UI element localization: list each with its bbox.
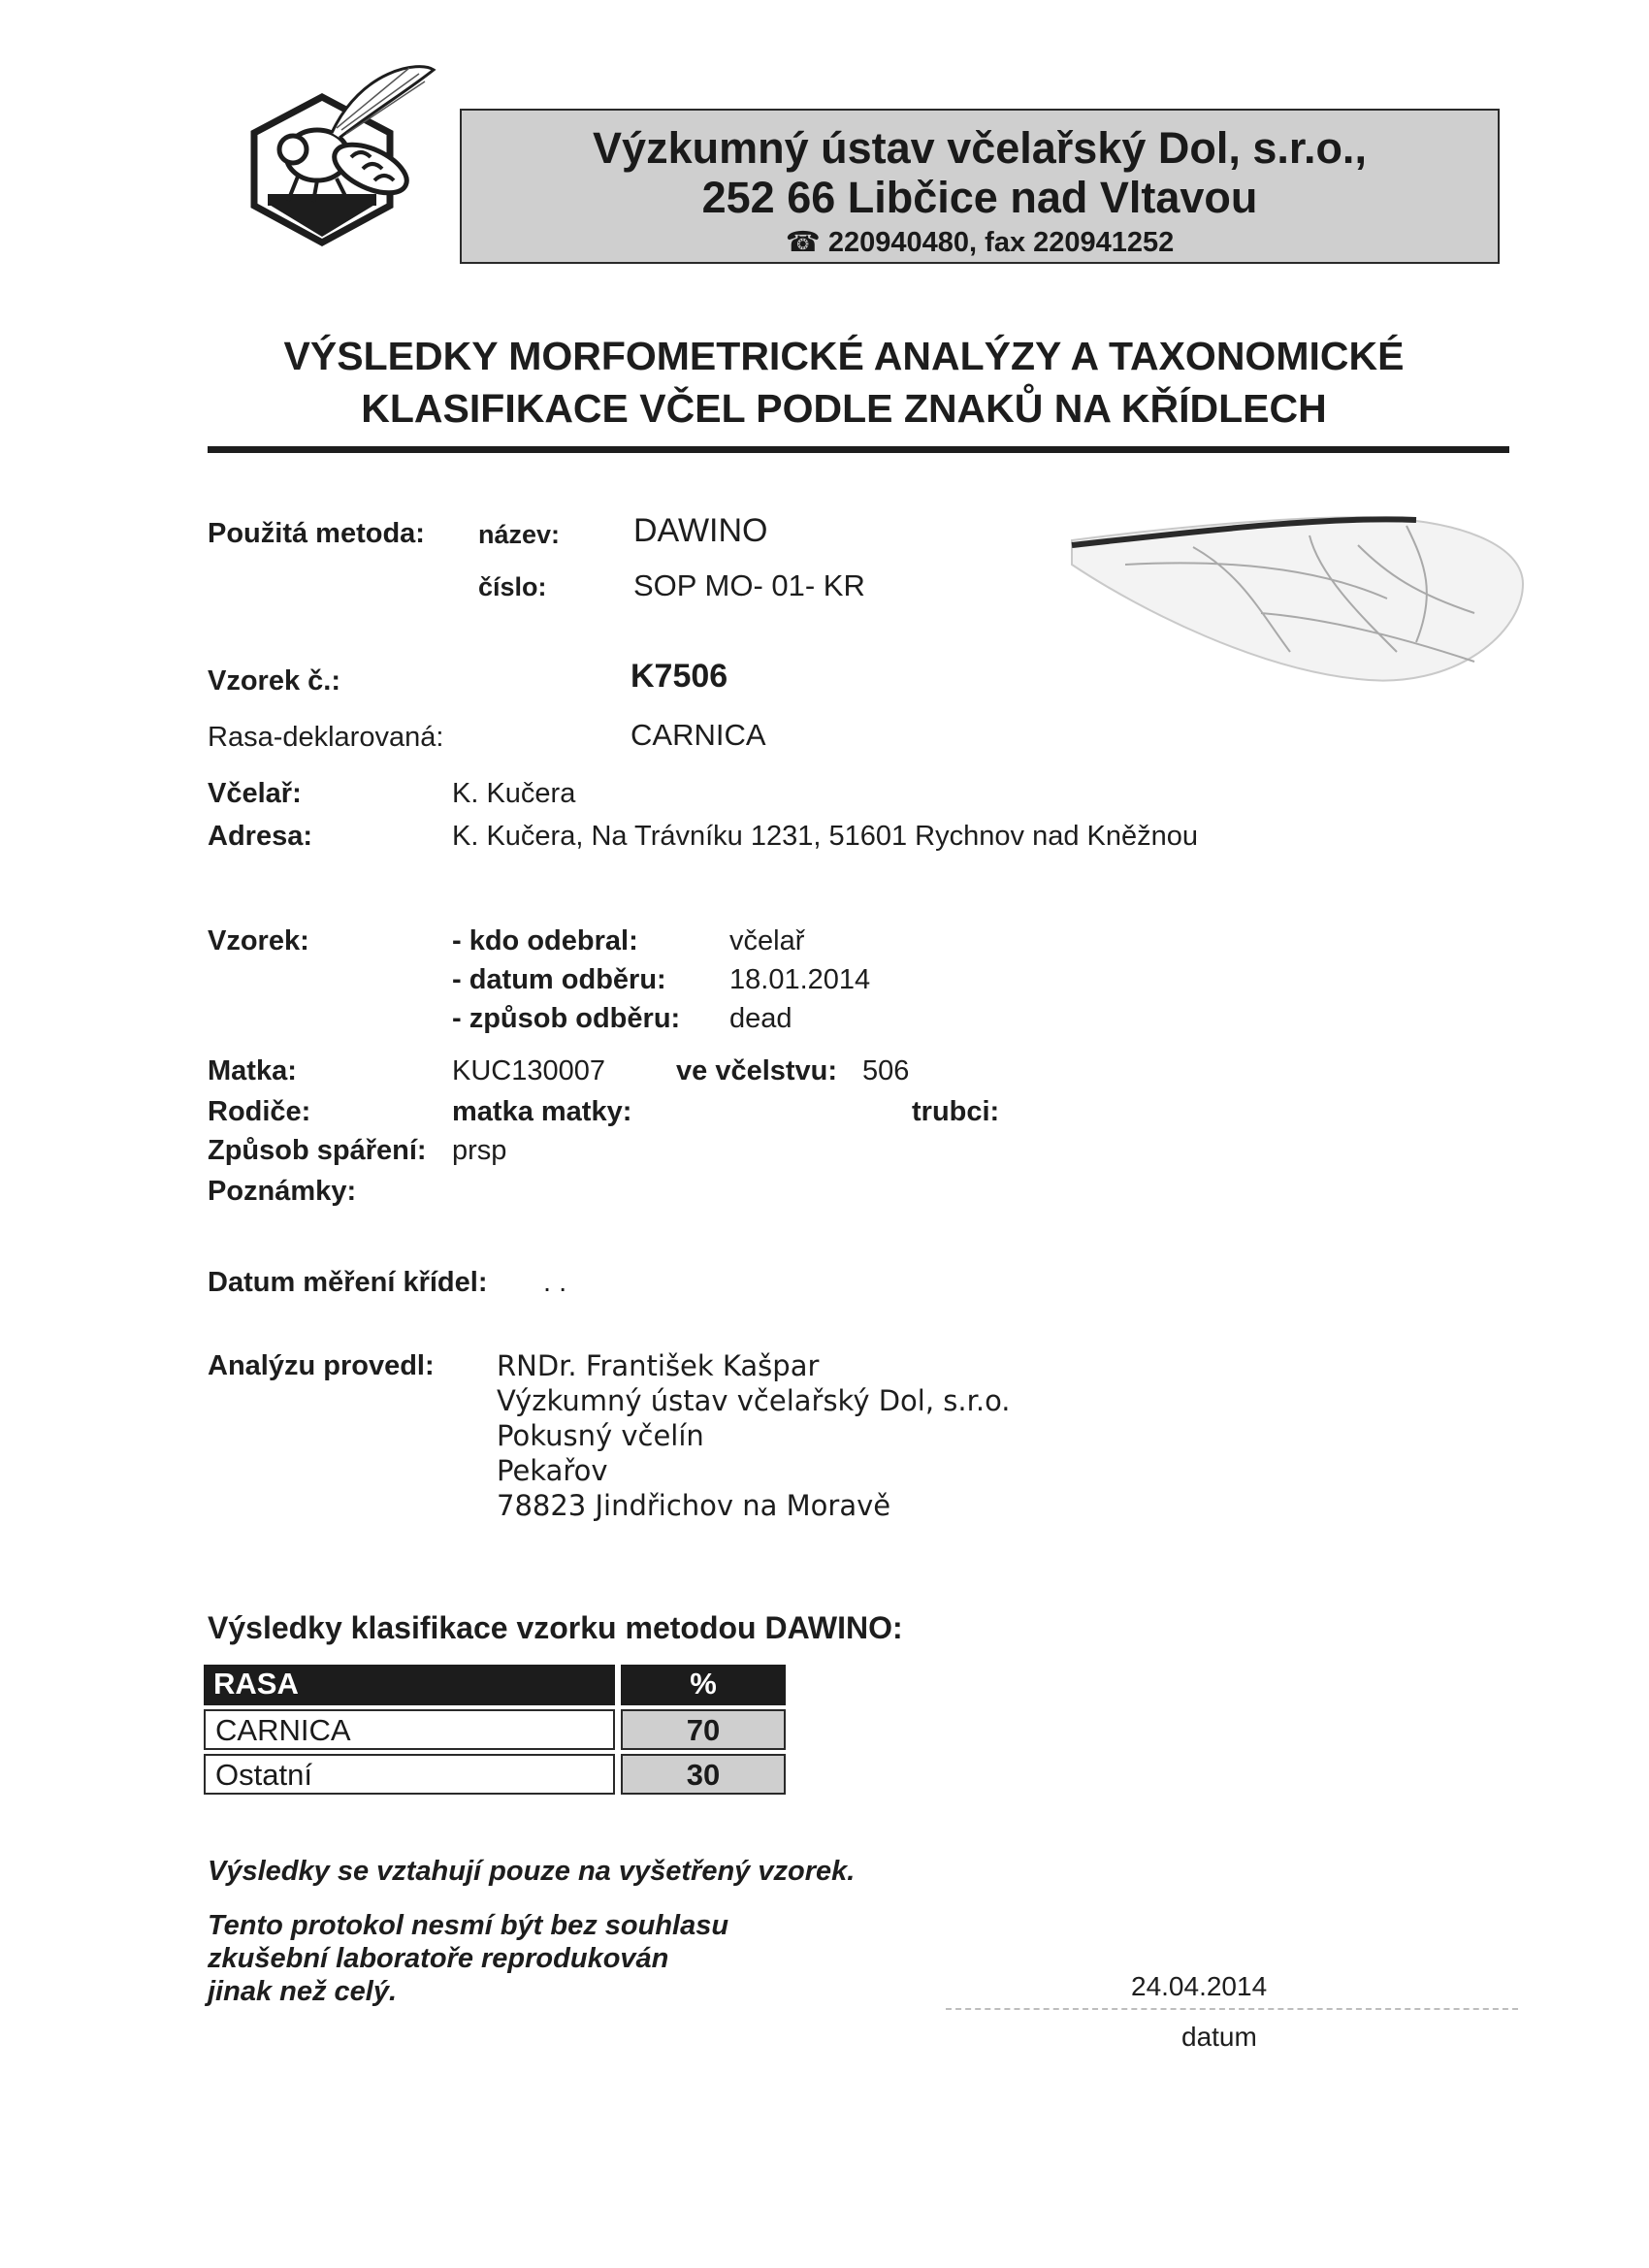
analyst-institute: Výzkumný ústav včelařský Dol, s.r.o. bbox=[497, 1384, 1011, 1417]
table-row-race: Ostatní bbox=[204, 1754, 615, 1795]
analyst-name: RNDr. František Kašpar bbox=[497, 1349, 820, 1382]
analysis-label: Analýzu provedl: bbox=[208, 1350, 435, 1381]
race-declared-label: Rasa-deklarovaná: bbox=[208, 722, 444, 753]
collection-method-value: dead bbox=[729, 1003, 792, 1034]
notes-label: Poznámky: bbox=[208, 1176, 357, 1207]
percent-column-header: % bbox=[621, 1665, 786, 1705]
table-row-race: CARNICA bbox=[204, 1709, 615, 1750]
method-label: Použitá metoda: bbox=[208, 518, 425, 549]
title-divider bbox=[208, 446, 1509, 453]
collected-by-value: včelař bbox=[729, 925, 805, 956]
queen-mother-label: matka matky: bbox=[452, 1096, 632, 1127]
mating-value: prsp bbox=[452, 1135, 507, 1166]
method-name-value: DAWINO bbox=[633, 512, 768, 549]
beekeeper-value: K. Kučera bbox=[452, 778, 576, 809]
bee-wing-icon bbox=[1067, 506, 1533, 700]
address-value: K. Kučera, Na Trávníku 1231, 51601 Rychnov nad Kněžnou bbox=[452, 821, 1198, 852]
method-number-value: SOP MO- 01- KR bbox=[633, 568, 865, 602]
report-date-label: datum bbox=[1181, 2022, 1257, 2052]
scope-note: Výsledky se vztahují pouze na vyšetřený vzorek. bbox=[208, 1856, 856, 1887]
institute-address: 252 66 Libčice nad Vltavou bbox=[701, 173, 1258, 222]
date-signature-line bbox=[946, 2008, 1518, 2010]
address-label: Adresa: bbox=[208, 821, 312, 852]
analyst-village: Pekařov bbox=[497, 1454, 608, 1487]
table-row-percent: 70 bbox=[621, 1709, 786, 1750]
table-row-percent: 30 bbox=[621, 1754, 786, 1795]
collection-label: Vzorek: bbox=[208, 925, 309, 956]
beekeeper-label: Včelař: bbox=[208, 778, 302, 809]
institute-contact: ☎ 220940480, fax 220941252 bbox=[785, 227, 1175, 258]
results-heading: Výsledky klasifikace vzorku metodou DAWINO: bbox=[208, 1610, 903, 1645]
drones-label: trubci: bbox=[912, 1096, 1000, 1127]
analyst-postcode: 78823 Jindřichov na Moravě bbox=[497, 1489, 891, 1522]
bee-logo-icon bbox=[225, 60, 448, 274]
collection-method-label: - způsob odběru: bbox=[452, 1003, 681, 1034]
method-number-label: číslo: bbox=[478, 572, 547, 601]
parents-label: Rodiče: bbox=[208, 1096, 311, 1127]
queen-label: Matka: bbox=[208, 1055, 297, 1086]
collection-date-value: 18.01.2014 bbox=[729, 964, 871, 995]
measurement-date-value: . . bbox=[543, 1267, 567, 1298]
race-column-header: RASA bbox=[204, 1665, 615, 1705]
report-title: VÝSLEDKY MORFOMETRICKÉ ANALÝZY A TAXONOMICKÉ KLASIFIKACE VČEL PODLE ZNAKŮ NA KŘÍDLECH bbox=[283, 334, 1405, 431]
method-name-label: název: bbox=[478, 520, 561, 549]
sample-label: Vzorek č.: bbox=[208, 665, 340, 697]
race-declared-value: CARNICA bbox=[630, 718, 766, 752]
report-date-value: 24.04.2014 bbox=[1131, 1971, 1268, 2001]
sample-number: K7506 bbox=[630, 658, 728, 695]
institute-name: Výzkumný ústav včelařský Dol, s.r.o., bbox=[593, 123, 1367, 173]
mating-label: Způsob spáření: bbox=[208, 1135, 427, 1166]
collected-by-label: - kdo odebral: bbox=[452, 925, 638, 956]
analyst-block bbox=[497, 1348, 1011, 1523]
colony-label: ve včelstvu: bbox=[676, 1055, 838, 1086]
institute-header bbox=[460, 109, 1500, 264]
analyst-apiary: Pokusný včelín bbox=[497, 1419, 704, 1452]
telephone-icon: ☎ bbox=[785, 227, 821, 258]
collection-date-label: - datum odběru: bbox=[452, 964, 666, 995]
reproduction-note: Tento protokol nesmí být bez souhlasu zkušební laboratoře reprodukován jinak než celý. bbox=[208, 1910, 729, 2007]
queen-value: KUC130007 bbox=[452, 1055, 605, 1086]
colony-value: 506 bbox=[862, 1055, 910, 1086]
measurement-date-label: Datum měření křídel: bbox=[208, 1267, 488, 1298]
